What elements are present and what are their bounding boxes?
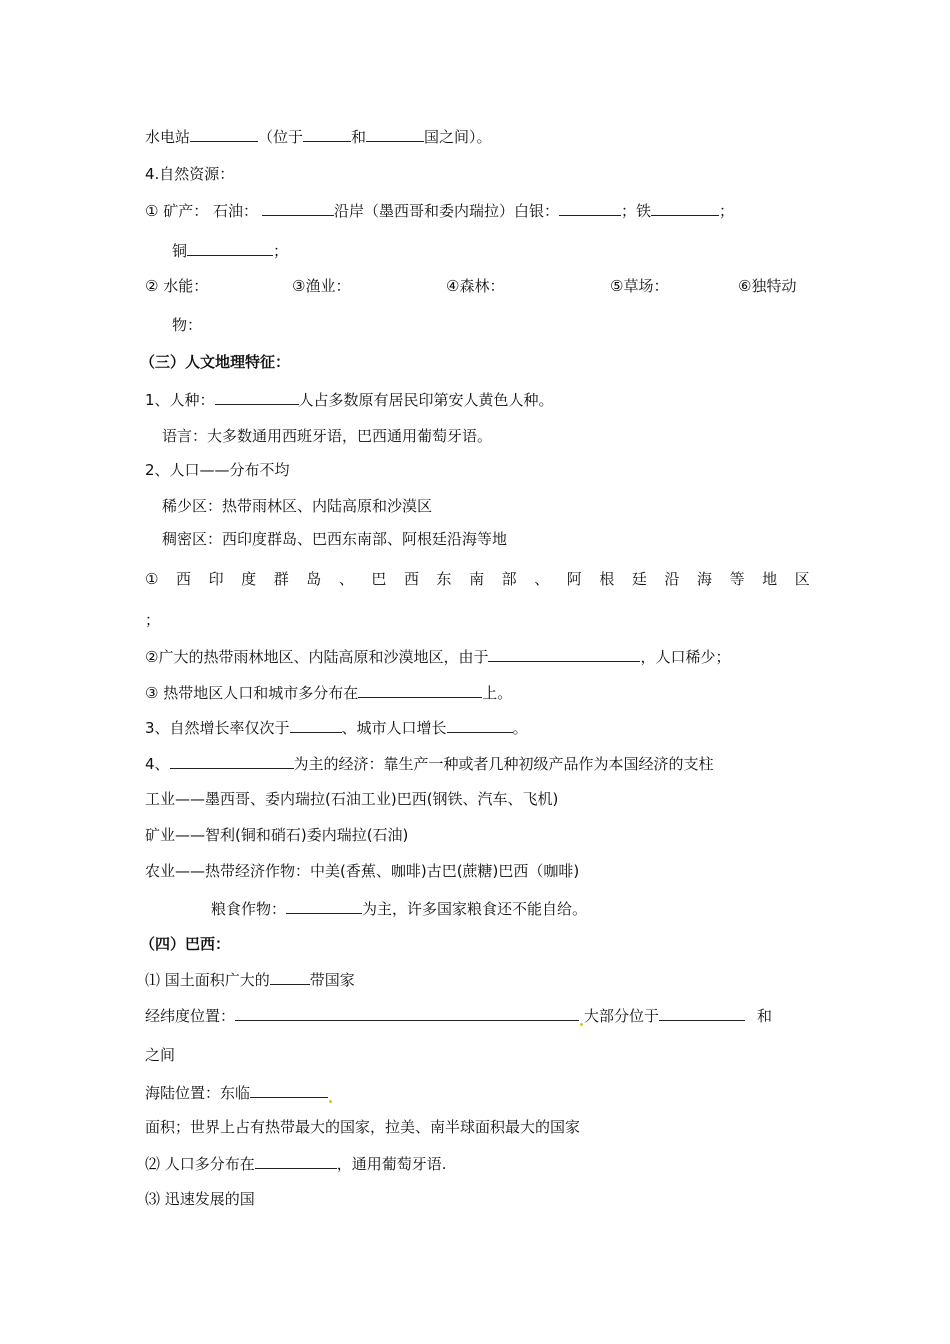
blank: [559, 200, 621, 216]
section-natural-resources: 4.自然资源：: [145, 165, 235, 183]
text: ③ 热带地区人口和城市多分布在: [145, 684, 359, 702]
line-agriculture: 农业——热带经济作物：中美(香蕉、咖啡)古巴(蔗糖)巴西（咖啡): [145, 862, 580, 880]
char: 阿: [566, 570, 582, 588]
text: 国之间）。: [424, 128, 492, 146]
line-animals: 物：: [172, 316, 203, 334]
blank: [250, 1082, 328, 1098]
char: 沿: [664, 570, 680, 588]
line-dense: 稠密区：西印度群岛、巴西东南部、阿根廷沿海等地: [162, 530, 508, 548]
text: 铜: [172, 242, 188, 260]
line-dense-regions: [145, 569, 810, 589]
text: 带国家: [309, 971, 355, 989]
text: 沿岸（墨西哥和委内瑞拉）白银：: [333, 202, 559, 220]
text: 为主的经济：靠生产一种或者几种初级产品作为本国经济的支柱: [293, 755, 714, 773]
blank: [488, 646, 640, 662]
line-growth: [145, 717, 528, 738]
line-race: [145, 389, 554, 410]
blank: [358, 682, 482, 698]
blank: [286, 898, 362, 914]
blank: [290, 717, 342, 733]
text: ② 水能：: [145, 277, 209, 295]
line-coordinates: [145, 1005, 772, 1026]
blank: [262, 200, 334, 216]
blank: [651, 200, 719, 216]
line-semicolon: ；: [145, 611, 161, 629]
text: 粮食作物：: [211, 900, 287, 918]
heading-human-geography: （三）人文地理特征：: [140, 353, 291, 371]
line-between: 之间: [145, 1046, 176, 1064]
line-hydropower: [145, 126, 492, 147]
line-tropical-cities: [145, 682, 512, 703]
char: 岛: [306, 570, 322, 588]
heading-brazil: （四）巴西：: [140, 935, 231, 953]
line-territory: [145, 969, 355, 990]
char: 南: [469, 570, 485, 588]
text: 和: [351, 128, 367, 146]
text: ②广大的热带雨林地区、内陆高原和沙漠地区，由于: [145, 648, 489, 666]
char: 海: [697, 570, 713, 588]
text: 、城市人口增长: [341, 719, 447, 737]
text: 4、: [145, 755, 170, 773]
text: ；: [719, 202, 735, 220]
line-mining: 矿业——智利(铜和硝石)委内瑞拉(石油): [145, 826, 409, 844]
text: 上。: [482, 684, 513, 702]
text: 为主，许多国家粮食还不能自给。: [362, 900, 588, 918]
line-copper: [172, 240, 288, 261]
line-industry: 工业——墨西哥、委内瑞拉(石油工业)巴西(钢铁、汽车、飞机): [145, 790, 559, 808]
text: ④森林：: [446, 277, 505, 295]
text: 。: [512, 719, 528, 737]
text: 人占多数原有居民印第安人黄色人种。: [298, 391, 554, 409]
char: 西: [176, 570, 192, 588]
blank: [366, 126, 424, 142]
char: 度: [241, 570, 257, 588]
text: 海陆位置：东临: [145, 1084, 251, 1102]
blank: [447, 717, 513, 733]
line-sea-position: [145, 1082, 333, 1103]
blank: [170, 753, 294, 769]
text: ；: [273, 242, 289, 260]
char: 巴: [371, 570, 387, 588]
blank: [235, 1005, 579, 1021]
text: ；铁: [621, 202, 652, 220]
char: 根: [599, 570, 615, 588]
blank: [303, 126, 351, 142]
text: （位于: [258, 128, 304, 146]
char: 西: [403, 570, 419, 588]
text: ⑥独特动: [738, 277, 797, 295]
char: 部: [501, 570, 517, 588]
blank: [187, 240, 273, 256]
line-economy: [145, 753, 714, 774]
text: ⑵ 人口多分布在: [145, 1155, 255, 1173]
text: ，人口稀少；: [640, 648, 731, 666]
blank: [215, 389, 299, 405]
text: 3、自然增长率仅次于: [145, 719, 290, 737]
blank: [255, 1153, 337, 1169]
text: ⑤草场：: [610, 277, 669, 295]
text: ① 矿产： 石油：: [145, 202, 258, 220]
line-developing: ⑶ 迅速发展的国: [145, 1190, 255, 1208]
blank: [190, 126, 258, 142]
text: 和: [757, 1007, 773, 1025]
char: 群: [273, 570, 289, 588]
char: 廷: [631, 570, 647, 588]
char: 地: [762, 570, 778, 588]
char: 、: [534, 570, 550, 588]
blank: [659, 1005, 745, 1021]
line-area: 面积；世界上占有热带最大的国家，拉美、南半球面积最大的国家: [145, 1118, 581, 1136]
char: 、: [338, 570, 354, 588]
line-language: 语言：大多数通用西班牙语，巴西通用葡萄牙语。: [162, 427, 493, 445]
text: ③渔业：: [292, 277, 351, 295]
text: 经纬度位置：: [145, 1007, 236, 1025]
blank: [270, 969, 310, 985]
line-brazil-population: [145, 1153, 447, 1174]
line-minerals: [145, 200, 734, 221]
mark: [580, 1023, 583, 1026]
line-population: 2、人口——分布不均: [145, 461, 290, 479]
text: ⑴ 国土面积广大的: [145, 971, 270, 989]
char: 东: [436, 570, 452, 588]
line-sparse: 稀少区：热带雨林区、内陆高原和沙漠区: [162, 497, 433, 515]
text: 1、人种：: [145, 391, 215, 409]
text: 水电站: [145, 128, 191, 146]
char: 印: [208, 570, 224, 588]
text: 大部分位于: [584, 1007, 660, 1025]
text: ，通用葡萄牙语.: [336, 1155, 447, 1173]
mark: [329, 1100, 332, 1103]
char: 等: [729, 570, 745, 588]
line-grain: [211, 898, 587, 919]
line-rainforest: [145, 646, 730, 667]
char: ①: [145, 570, 159, 588]
char: 区: [794, 570, 810, 588]
